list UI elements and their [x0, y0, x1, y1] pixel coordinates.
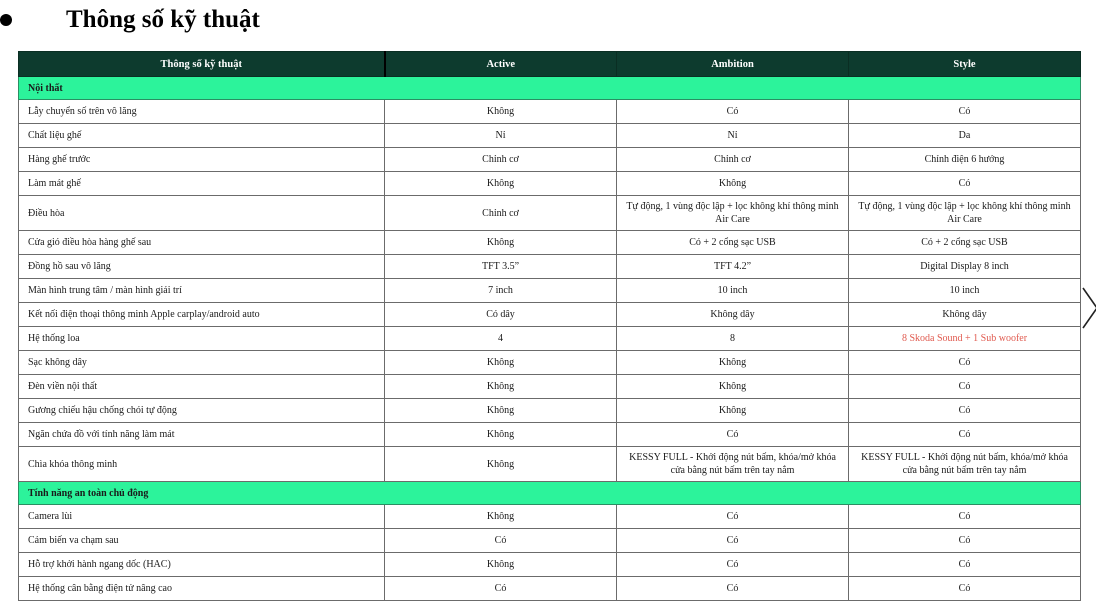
value-active: 7 inch	[385, 279, 617, 303]
table-row	[19, 231, 1081, 255]
spec-label: Gương chiếu hậu chống chói tự động	[19, 399, 385, 423]
spec-label: Đèn viền nội thất	[19, 375, 385, 399]
value-style: 10 inch	[849, 279, 1081, 303]
spec-label: Cảm biến va chạm sau	[19, 529, 385, 553]
table-row	[19, 399, 1081, 423]
table-row	[19, 529, 1081, 553]
column-header-ambition: Ambition	[617, 52, 849, 77]
spec-label: Làm mát ghế	[19, 172, 385, 196]
value-active: TFT 3.5”	[385, 255, 617, 279]
value-active: Không	[385, 447, 617, 482]
value-ambition: Có + 2 cổng sạc USB	[617, 231, 849, 255]
value-ambition: Có	[617, 553, 849, 577]
value-active: Có	[385, 529, 617, 553]
table-row	[19, 327, 1081, 351]
value-ambition: Nỉ	[617, 124, 849, 148]
spec-label: Chìa khóa thông minh	[19, 447, 385, 482]
value-style: Có	[849, 375, 1081, 399]
table-row	[19, 447, 1081, 482]
section-title: Tính năng an toàn chủ động	[19, 482, 1081, 505]
table-row	[19, 303, 1081, 327]
value-style: Có	[849, 423, 1081, 447]
page-title: Thông số kỹ thuật	[66, 6, 260, 33]
value-active: Không	[385, 505, 617, 529]
bullet-dot-icon	[0, 14, 12, 26]
value-ambition: TFT 4.2”	[617, 255, 849, 279]
value-style: Có	[849, 577, 1081, 601]
spec-label: Chất liệu ghế	[19, 124, 385, 148]
table-row	[19, 255, 1081, 279]
value-ambition: Chỉnh cơ	[617, 148, 849, 172]
spec-label: Cửa gió điều hòa hàng ghế sau	[19, 231, 385, 255]
value-ambition: Tự động, 1 vùng độc lập + lọc không khí thông minh Air Care	[617, 196, 849, 231]
table-row	[19, 423, 1081, 447]
value-ambition: Có	[617, 529, 849, 553]
value-ambition: Có	[617, 100, 849, 124]
value-ambition: Không	[617, 172, 849, 196]
value-active: Không	[385, 399, 617, 423]
table-row	[19, 279, 1081, 303]
value-ambition: 8	[617, 327, 849, 351]
spec-label: Hàng ghế trước	[19, 148, 385, 172]
value-ambition: Có	[617, 505, 849, 529]
value-ambition: 10 inch	[617, 279, 849, 303]
column-header-style: Style	[849, 52, 1081, 77]
table-row	[19, 375, 1081, 399]
value-style: Da	[849, 124, 1081, 148]
value-style-highlight: 8 Skoda Sound + 1 Sub woofer	[849, 327, 1081, 351]
value-ambition: Không	[617, 351, 849, 375]
table-row	[19, 148, 1081, 172]
value-style: Có	[849, 553, 1081, 577]
value-ambition: KESSY FULL - Khởi động nút bấm, khóa/mở khóa cửa bằng nút bấm trên tay nắm	[617, 447, 849, 482]
spec-label: Sạc không dây	[19, 351, 385, 375]
value-ambition: Có	[617, 423, 849, 447]
value-active: Có	[385, 577, 617, 601]
column-header-active: Active	[385, 52, 617, 77]
value-active: Không	[385, 351, 617, 375]
section-row-interior	[19, 77, 1081, 100]
value-ambition: Không	[617, 375, 849, 399]
section-row-active-safety	[19, 482, 1081, 505]
spec-label: Ngăn chứa đồ với tính năng làm mát	[19, 423, 385, 447]
column-header-spec: Thông số kỹ thuật	[19, 52, 385, 77]
value-active: Không	[385, 423, 617, 447]
table-row	[19, 351, 1081, 375]
spec-label: Kết nối điện thoại thông minh Apple carplay/android auto	[19, 303, 385, 327]
value-style: Digital Display 8 inch	[849, 255, 1081, 279]
value-active: Không	[385, 553, 617, 577]
value-active: 4	[385, 327, 617, 351]
spec-label: Hệ thống loa	[19, 327, 385, 351]
value-style: KESSY FULL - Khởi động nút bấm, khóa/mở khóa cửa bằng nút bấm trên tay nắm	[849, 447, 1081, 482]
value-style: Có + 2 cổng sạc USB	[849, 231, 1081, 255]
spec-label: Màn hình trung tâm / màn hình giải trí	[19, 279, 385, 303]
spec-label: Lẫy chuyển số trên vô lăng	[19, 100, 385, 124]
value-active: Không	[385, 231, 617, 255]
chevron-right-icon[interactable]	[1081, 286, 1096, 330]
table-row	[19, 196, 1081, 231]
spec-label: Hỗ trợ khởi hành ngang dốc (HAC)	[19, 553, 385, 577]
value-style: Tự động, 1 vùng độc lập + lọc không khí thông minh Air Care	[849, 196, 1081, 231]
spec-label: Camera lùi	[19, 505, 385, 529]
value-active: Không	[385, 375, 617, 399]
value-ambition: Có	[617, 577, 849, 601]
value-style: Có	[849, 399, 1081, 423]
table-header-row	[19, 52, 1081, 77]
table-row	[19, 505, 1081, 529]
value-active: Chỉnh cơ	[385, 148, 617, 172]
value-style: Chỉnh điện 6 hướng	[849, 148, 1081, 172]
table-row	[19, 100, 1081, 124]
spec-label: Đồng hồ sau vô lăng	[19, 255, 385, 279]
spec-label: Điều hòa	[19, 196, 385, 231]
value-style: Có	[849, 529, 1081, 553]
value-active: Có dây	[385, 303, 617, 327]
value-ambition: Không dây	[617, 303, 849, 327]
value-style: Có	[849, 351, 1081, 375]
table-row	[19, 172, 1081, 196]
value-style: Có	[849, 505, 1081, 529]
section-title: Nội thất	[19, 77, 1081, 100]
value-active: Nỉ	[385, 124, 617, 148]
value-active: Không	[385, 172, 617, 196]
spec-label: Hệ thống cân bằng điện tử nâng cao	[19, 577, 385, 601]
value-active: Không	[385, 100, 617, 124]
value-active: Chỉnh cơ	[385, 196, 617, 231]
table-row	[19, 553, 1081, 577]
value-style: Không dây	[849, 303, 1081, 327]
table-row	[19, 124, 1081, 148]
value-style: Có	[849, 172, 1081, 196]
spec-table	[18, 51, 1081, 601]
value-ambition: Không	[617, 399, 849, 423]
value-style: Có	[849, 100, 1081, 124]
table-row	[19, 577, 1081, 601]
